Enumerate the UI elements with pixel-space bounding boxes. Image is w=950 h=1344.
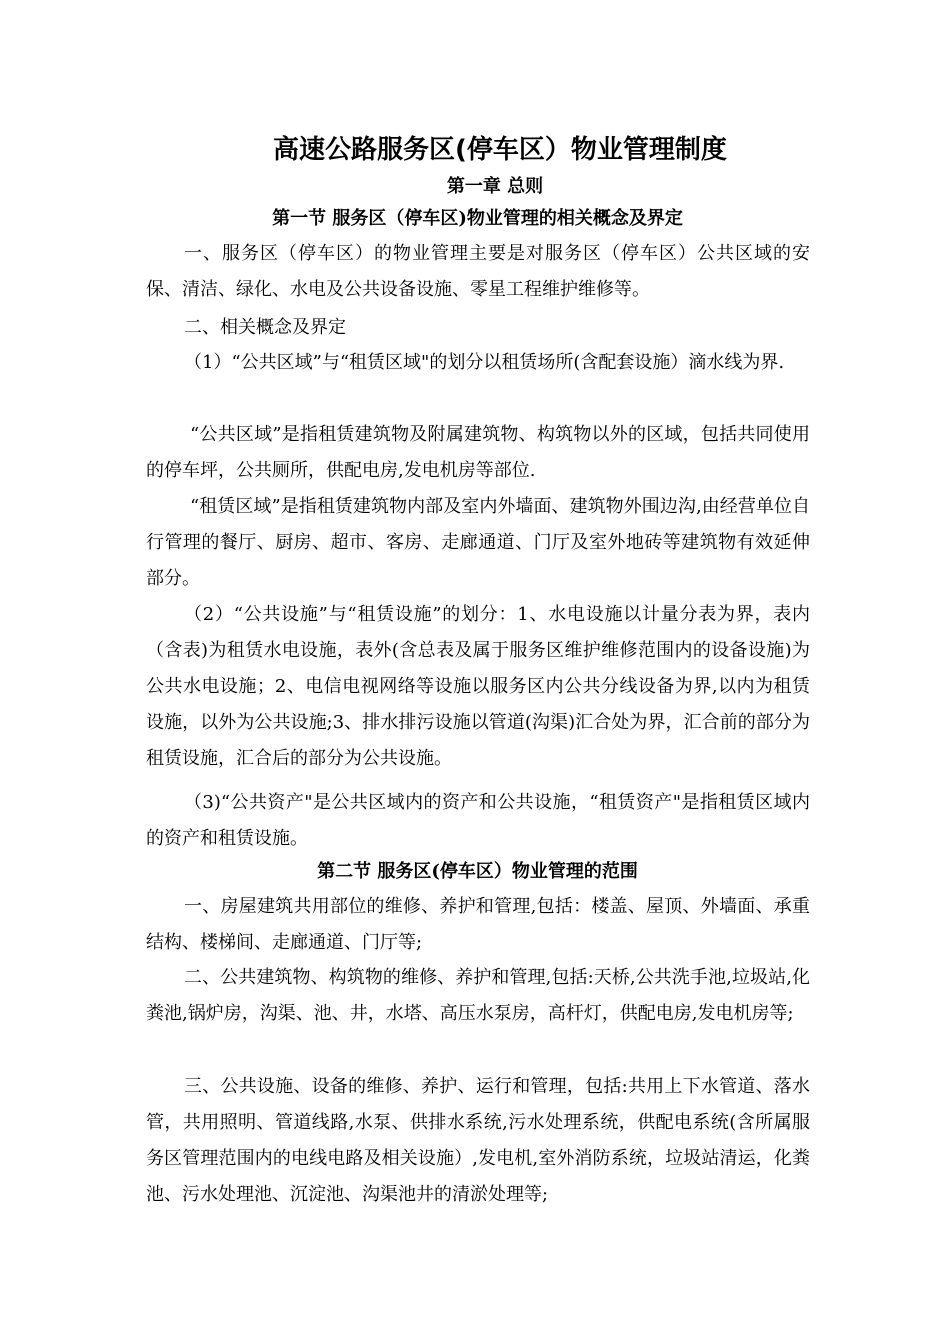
section-1-paragraph-4: “公共区域”是指租赁建筑物及附属建筑物、构筑物以外的区域，包括共同使用的停车坪，公共厕所，供配电房,发电机房等部位. [146, 424, 810, 481]
section-1-paragraph-3: （1）“公共区域”与“租赁区域"的划分以租赁场所(含配套设施）滴水线为界. [184, 352, 785, 373]
section-1-heading: 第一节 服务区（停车区)物业管理的相关概念及界定 [272, 208, 683, 229]
section-2-paragraph-3: 三、公共设施、设备的维修、养护、运行和管理，包括:共用上下水管道、落水管，共用照明、管道线路,水泵、供排水系统,污水处理系统，供配电系统(含所属服务区管理范围内的电线电路及相关设施）,发电机,室外消防系统，垃圾站清运，化粪池、污水处理池、沉淀池、沟渠池井的清淤处理等; [146, 1076, 810, 1205]
section-2-paragraph-2: 二、公共建筑物、构筑物的维修、养护和管理,包括:天桥,公共洗手池,垃圾站,化粪池,锅炉房，沟渠、池、井，水塔、高压水泵房，高杆灯，供配电房,发电机房等; [146, 967, 810, 1024]
chapter-heading: 第一章 总则 [446, 176, 544, 197]
section-1-paragraph-1: 一、服务区（停车区）的物业管理主要是对服务区（停车区）公共区域的安保、清洁、绿化、水电及公共设备设施、零星工程维护维修等。 [146, 243, 810, 300]
section-1-paragraph-7: （3)“公共资产"是公共区域内的资产和公共设施，“租赁资产"是指租赁区域内的资产和租赁设施。 [146, 792, 810, 849]
section-1-paragraph-2: 二、相关概念及界定 [184, 317, 346, 338]
section-1-paragraph-6: （2）“公共设施”与“租赁设施”的划分：1、水电设施以计量分表为界，表内（含表)为租赁水电设施，表外(含总表及属于服务区维护维修范围内的设备设施)为公共水电设施；2、电信电视网络等设施以服务区内公共分线设备为界,以内为租赁设施，以外为公共设施;3、排水排污设施以管道(沟渠)汇合处为界，汇合前的部分为租赁设施，汇合后的部分为公共设施。 [146, 604, 810, 769]
section-2-paragraph-1: 一、房屋建筑共用部位的维修、养护和管理,包括：楼盖、屋顶、外墙面、承重结构、楼梯间、走廊通道、门厅等; [146, 896, 810, 953]
section-2-heading: 第二节 服务区(停车区）物业管理的范围 [317, 861, 638, 882]
document-title: 高速公路服务区(停车区）物业管理制度 [273, 135, 727, 165]
section-1-paragraph-5: “租赁区域”是指租赁建筑物内部及室内外墙面、建筑物外围边沟,由经营单位自行管理的餐厅、厨房、超市、客房、走廊通道、门厅及室外地砖等建筑物有效延伸部分。 [146, 496, 810, 589]
